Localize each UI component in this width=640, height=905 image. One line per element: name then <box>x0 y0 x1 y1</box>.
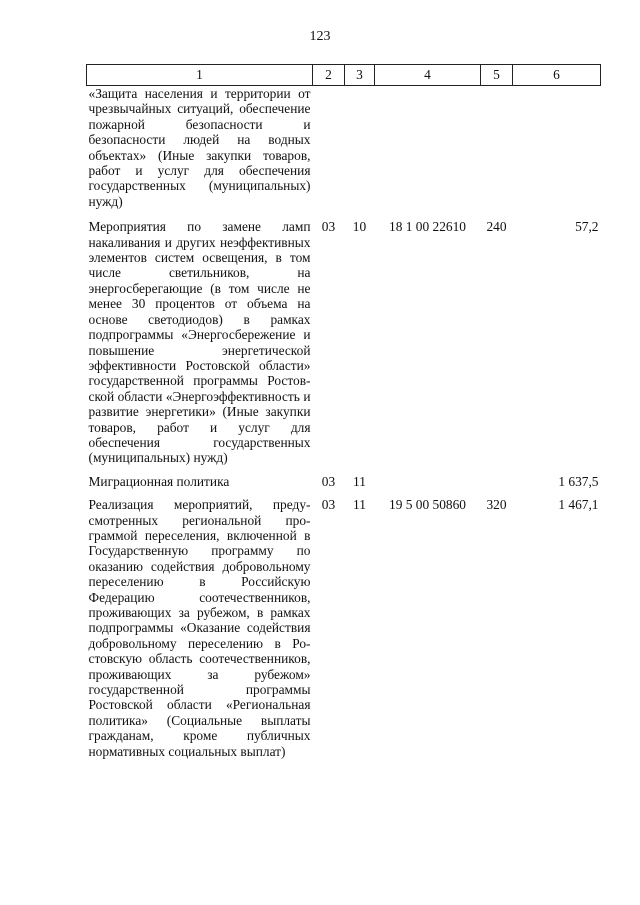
row-target-code: 18 1 00 22610 <box>389 219 466 235</box>
table-row <box>87 495 601 759</box>
row-target-code: 19 5 00 50860 <box>389 497 466 513</box>
table-row <box>87 86 601 216</box>
table-row <box>87 215 601 472</box>
page-number: 123 <box>309 29 331 44</box>
row-subsection: 11 <box>353 497 366 513</box>
row-section: 03 <box>321 473 336 489</box>
row-sum <box>513 86 601 216</box>
budget-table <box>86 64 601 759</box>
row-sum: 57,2 <box>575 219 599 235</box>
column-header-1: 1 <box>87 65 313 86</box>
row-subsection <box>345 86 375 216</box>
row-expense-type <box>481 472 513 495</box>
row-expense-type: 240 <box>486 219 507 235</box>
table-header-row <box>87 65 601 86</box>
row-name: Реализация мероприятий, предусмотренных региональной программой переселения, включенной в Государственную программу по оказанию содействия добровольному переселению в Российскую Федерацию соотечественников, проживающих за рубежом, в рамках подпрограммы «Оказание содействия добровольному переселению в Ростовскую область соотечественников, проживающих за рубежом» государственной программы Ростовской области «Региональная политика» (Социальные выплаты гражданам, кроме публичных нормативных социальных выплат) <box>88 497 311 759</box>
column-header-5: 5 <box>481 65 513 86</box>
row-sum: 1 637,5 <box>558 473 599 489</box>
table-row <box>87 472 601 495</box>
row-name: Миграционная политика <box>88 473 230 489</box>
column-header-2: 2 <box>313 65 345 86</box>
row-expense-type <box>481 86 513 216</box>
row-target-code <box>375 86 481 216</box>
row-section: 03 <box>321 219 336 235</box>
column-header-4: 4 <box>375 65 481 86</box>
row-subsection: 10 <box>352 219 367 235</box>
row-sum: 1 467,1 <box>558 497 599 513</box>
row-subsection: 11 <box>353 473 366 489</box>
column-header-3: 3 <box>345 65 375 86</box>
row-section: 03 <box>321 497 336 513</box>
row-name: Мероприятия по замене ламп накаливания и других неэффективных элементов систем освещения, в том числе светильников, на энергосберегающие (в том числе не менее 30 процентов от объема на основе светодиодов) в рамках подпрограммы «Энергосбережение и повышение энергетической эффективности Ростовской области» государственной программы Ростовской области «Энергоэффективность и развитие энергетики» (Иные закупки товаров, работ и услуг для обеспечения государственных (муниципальных) нужд) <box>88 219 311 466</box>
row-target-code <box>375 472 481 495</box>
row-section <box>313 86 345 216</box>
row-name: «Защита населения и территории от чрезвычайных ситуаций, обеспечение пожарной безопасности и безопасности людей на водных объектах» (Иные закупки товаров, работ и услуг для обеспечения государственных (муниципальных) нужд) <box>88 86 311 209</box>
column-header-6: 6 <box>513 65 601 86</box>
row-expense-type: 320 <box>486 497 507 513</box>
